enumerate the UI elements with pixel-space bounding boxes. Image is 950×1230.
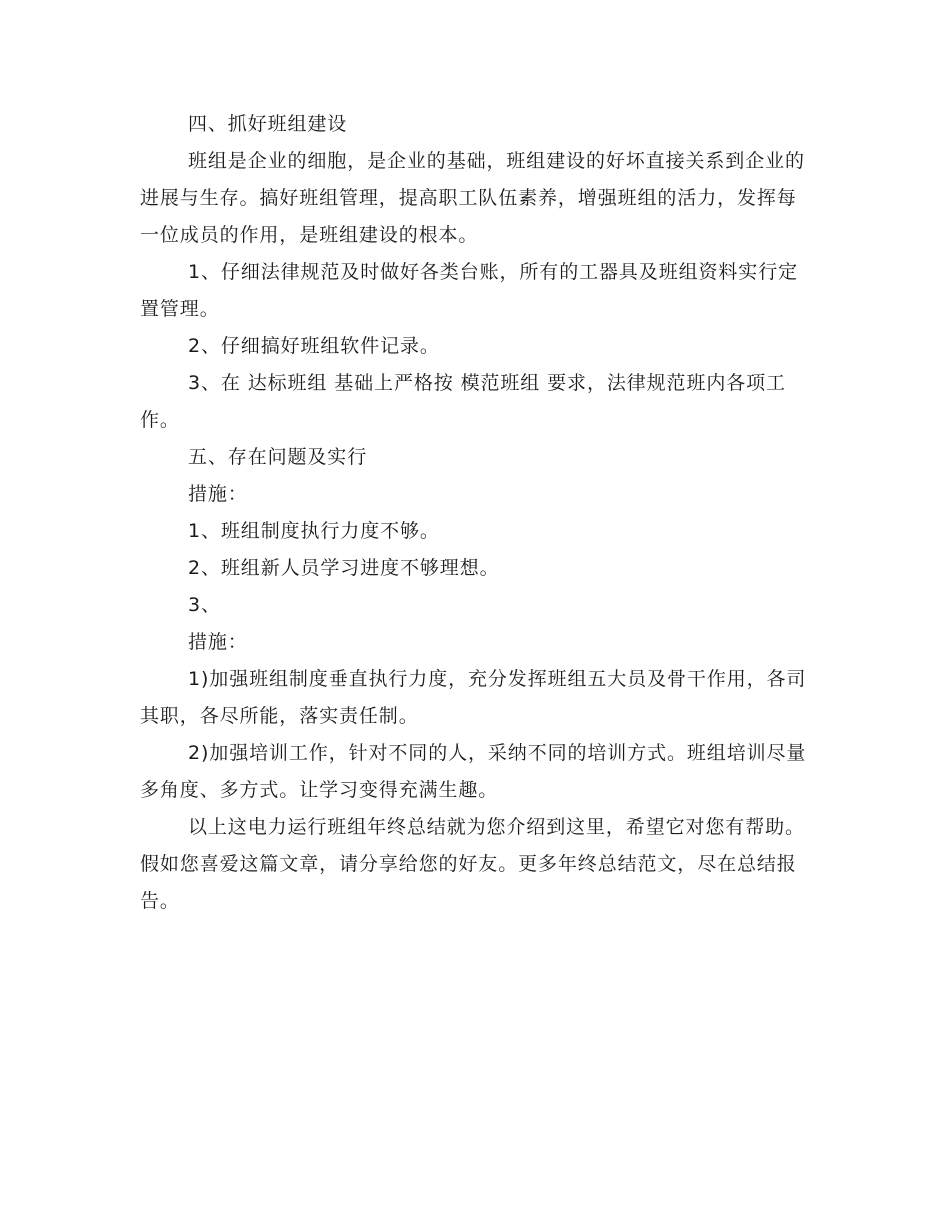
measure-item-2: 2)加强培训工作，针对不同的人，采纳不同的培训方式。班组培训尽量多角度、多方式。让学习变得充满生趣。 [140,742,807,801]
paragraph-team-intro: 班组是企业的细胞，是企业的基础，班组建设的好坏直接关系到企业的进展与生存。搞好班组管理，提高职工队伍素养，增强班组的活力，发挥每一位成员的作用，是班组建设的根本。 [140,150,805,246]
section-heading-5: 五、存在问题及实行 [188,446,368,468]
list-item-2: 2、仔细搞好班组软件记录。 [188,335,440,357]
list-item-1: 1、仔细法律规范及时做好各类台账，所有的工器具及班组资料实行定置管理。 [140,261,798,320]
measures-label-2: 措施： [188,631,248,653]
list-item-3: 3、在 达标班组 基础上严格按 模范班组 要求，法律规范班内各项工作。 [140,372,786,431]
measure-item-1: 1)加强班组制度垂直执行力度，充分发挥班组五大员及骨干作用，各司其职，各尽所能，落实责任制。 [140,668,807,727]
closing-paragraph: 以上这电力运行班组年终总结就为您介绍到这里，希望它对您有帮助。假如您喜爱这篇文章，请分享给您的好友。更多年终总结范文，尽在总结报告。 [140,816,805,912]
problem-item-2: 2、班组新人员学习进度不够理想。 [188,557,500,579]
section-heading-4: 四、抓好班组建设 [188,113,348,135]
problem-item-3: 3、 [188,594,221,616]
measures-label: 措施： [188,483,248,505]
problem-item-1: 1、班组制度执行力度不够。 [188,520,440,542]
document-body [140,106,810,920]
